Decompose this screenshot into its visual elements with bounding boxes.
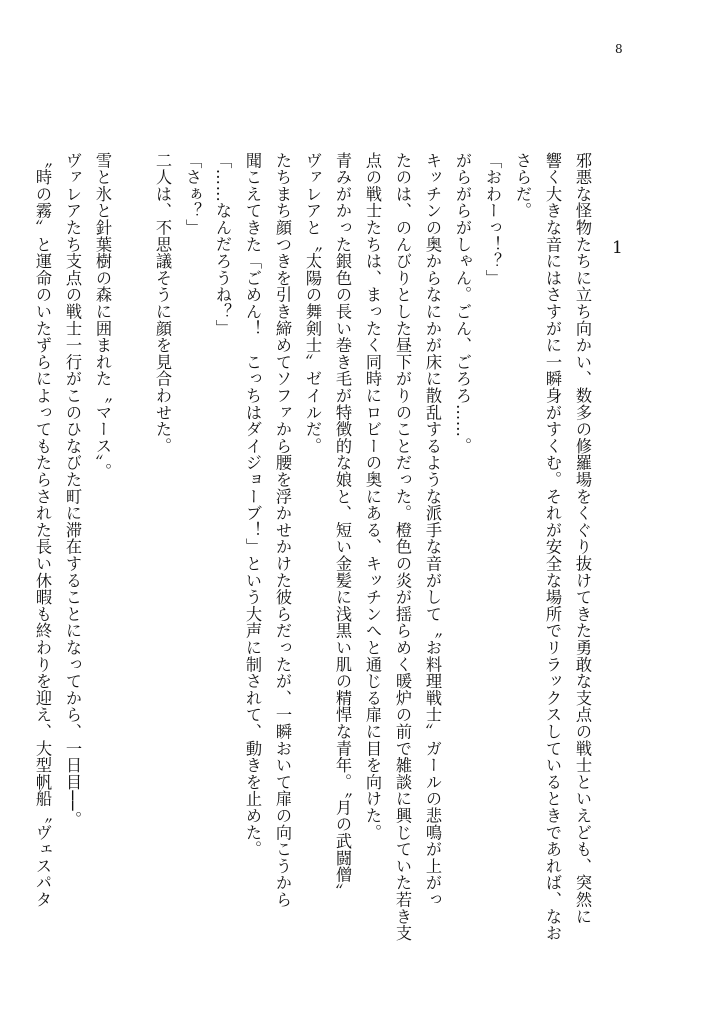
text-line: たちまち顔つきを引き締めてソファから腰を浮かせかけた彼らだったが、一瞬おいて扉の向こうから — [273, 152, 292, 908]
text-line: 雪と氷と針葉樹の森に囲まれた〝マース〟。 — [93, 152, 112, 480]
text-line: さらだ。 — [513, 152, 532, 220]
text-line: ヴァレアと〝太陽の舞剣士〟ゼイルだ。 — [303, 152, 322, 455]
body-text — [27, 152, 597, 942]
text-line: 邪悪な怪物たちに立ち向かい、数多の修羅場をくぐり抜けてきた勇敢な支点の戦士といえども、突然に — [573, 152, 592, 925]
text-line: 二人は、不思議そうに顔を見合わせた。 — [153, 152, 172, 455]
text-line: 〝時の霧〟と運命のいたずらによってもたらされた長い休暇も終わりを迎え、大型帆船〝ヴェスパタ — [33, 152, 52, 908]
text-line: 「おわーっ！？」 — [483, 152, 502, 287]
text-line: 「……なんだろうね？」 — [213, 152, 232, 337]
text-line: 点の戦士たちは、まったく同時にロビーの奥にある、キッチンへと通じる扉に目を向けた。 — [363, 152, 382, 841]
text-line: たのは、のんびりとした昼下がりのことだった。橙色の炎が揺らめく暖炉の前で雑談に興じていた若き支 — [393, 152, 412, 942]
text-line: 響く大きな音にはさすがに一瞬身がすくむ。それが安全な場所でリラックスしているときであれば、なお — [543, 152, 562, 942]
text-line: がらがらがしゃん。ごん、ごろろ……。 — [453, 152, 472, 455]
text-line: キッチンの奥からなにかが床に散乱するような派手な音がして〝お料理戦士〟ガールの悲鳴が上がっ — [423, 152, 442, 908]
text-line: ヴァレアたち支点の戦士一行がこのひなびた町に滞在することになってから、一日目──。 — [63, 152, 82, 828]
blank-line — [117, 152, 147, 912]
text-line: 聞こえてきた「ごめん！ こっちはダイジョーブ！」という大声に制されて、動きを止めた。 — [243, 152, 262, 858]
text-line: 「さぁ？」 — [183, 152, 202, 236]
page-number: 8 — [615, 42, 623, 56]
text-line: 青みがかった銀色の長い巻き毛が特徴的な娘と、短い金髪に浅黒い肌の精悍な青年。〝月の武闘僧〟 — [333, 152, 352, 900]
chapter-number: 1 — [612, 238, 623, 258]
